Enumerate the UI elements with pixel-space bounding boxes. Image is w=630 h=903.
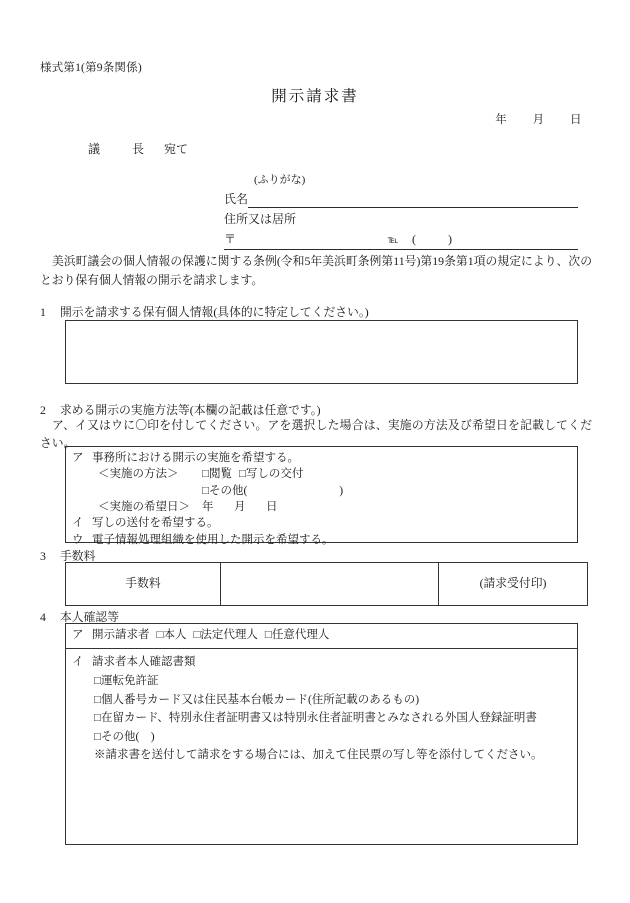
wish-month-label[interactable]: 月 — [234, 500, 246, 513]
name-input[interactable] — [248, 192, 578, 208]
fee-amount-cell[interactable] — [221, 563, 439, 606]
list-item[interactable]: □個人番号カード又は住民基本台帳カード(住所記載のあるもの) — [94, 693, 420, 706]
option-b-mark: イ — [72, 517, 84, 530]
section2-options-box — [65, 446, 578, 546]
applicant-block — [224, 172, 578, 250]
method-row — [72, 466, 571, 482]
wish-date-row — [72, 499, 571, 515]
furigana-label: (ふりがな) — [254, 174, 306, 186]
section1-number: 1 — [40, 305, 46, 319]
option-a-text: 事務所における開示の実施を希望する。 — [92, 452, 299, 464]
telephone-icon: ℡ — [384, 233, 402, 250]
list-item[interactable]: □在留カード、特別永住者証明書又は特別永住者証明書とみなされる外国人登録証明書 — [94, 712, 537, 725]
identity-documents-section — [66, 649, 577, 765]
option-a-mark: ア — [72, 452, 84, 464]
date-month-label: 月 — [532, 114, 545, 126]
address-input[interactable] — [236, 234, 384, 250]
addressee — [88, 140, 188, 158]
date-year-label: 年 — [495, 114, 508, 126]
section3-number: 3 — [40, 549, 46, 563]
checkbox-legal-representative[interactable]: □法定代理人 — [193, 629, 258, 641]
receipt-stamp-cell: (請求受付印) — [439, 563, 588, 606]
date-day-label: 日 — [570, 114, 582, 126]
section3-title: 手数料 — [60, 549, 96, 563]
date-line — [495, 112, 582, 129]
method-other-paren-close: ) — [339, 484, 344, 497]
wish-day-label[interactable]: 日 — [266, 500, 278, 513]
section2-number: 2 — [40, 403, 46, 417]
checkbox-copy-delivery[interactable]: □写しの交付 — [238, 468, 304, 481]
wish-year-label[interactable]: 年 — [202, 500, 214, 513]
tel-area-code-input[interactable]: ( ) — [402, 230, 468, 250]
list-item[interactable]: □その他( ) — [94, 730, 155, 743]
fee-label-cell: 手数料 — [66, 563, 221, 606]
address-label: 住所又は居所 — [224, 211, 297, 226]
option-b-text: 写しの送付を希望する。 — [92, 517, 219, 530]
fee-table — [65, 562, 588, 606]
lead-paragraph: 美浜町議会の個人情報の保護に関する条例(令和5年美浜町条例第11号)第19条第1項の規定により、次のとおり保有個人情報の開示を請求します。 — [40, 254, 592, 288]
row-b-heading — [72, 653, 571, 672]
page-title: 開示請求書 — [271, 88, 359, 105]
option-b-row[interactable] — [72, 515, 571, 531]
method-other-row — [72, 483, 571, 499]
section1-title: 開示を請求する保有個人情報(具体的に特定してください。) — [60, 305, 369, 319]
option-c-mark: ウ — [72, 533, 84, 546]
section2-note: ア、イ又はウに〇印を付してください。アを選択した場合は、実施の方法及び希望日を記載してください。 — [40, 418, 592, 450]
checkbox-self[interactable]: □本人 — [156, 629, 187, 641]
section4-box — [65, 623, 578, 845]
postal-mark: 〒 — [224, 230, 236, 250]
checkbox-voluntary-representative[interactable]: □任意代理人 — [264, 629, 330, 641]
method-label: ＜実施の方法＞ — [98, 468, 179, 481]
checkbox-inspection[interactable]: □閲覧 — [202, 468, 232, 481]
list-item[interactable]: □運転免許証 — [94, 674, 159, 687]
section2-title: 求める開示の実施方法等(本欄の記載は任意です。) — [60, 403, 321, 417]
section4-number: 4 — [40, 610, 46, 624]
addressee-role: 議 長 — [88, 142, 155, 156]
row-b-label: 請求者本人確認書類 — [92, 656, 196, 669]
name-label: 氏名 — [224, 191, 249, 206]
table-row — [66, 563, 588, 606]
option-a-row[interactable] — [72, 450, 571, 466]
section4-title: 本人確認等 — [60, 610, 119, 624]
wish-date-label: ＜実施の希望日＞ — [98, 500, 190, 513]
row-a-mark: ア — [72, 629, 84, 641]
requester-label: 開示請求者 — [92, 629, 150, 641]
row-b-mark: イ — [72, 656, 84, 669]
section1-input-box[interactable] — [65, 320, 578, 384]
option-c-row[interactable] — [72, 532, 571, 548]
form-code: 様式第1(第9条関係) — [40, 62, 142, 74]
postal-tel-row — [224, 230, 578, 250]
option-c-text: 電子情報処理組織を使用した開示を希望する。 — [92, 533, 334, 546]
checkbox-method-other[interactable]: □その他( — [202, 484, 248, 497]
section4-note: ※請求書を送付して請求をする場合には、加えて住民票の写し等を添付してください。 — [94, 749, 543, 762]
addressee-suffix: 宛て — [164, 142, 189, 156]
tel-number-input[interactable] — [468, 234, 578, 250]
requester-type-row — [66, 624, 577, 649]
name-field-row — [224, 190, 578, 208]
